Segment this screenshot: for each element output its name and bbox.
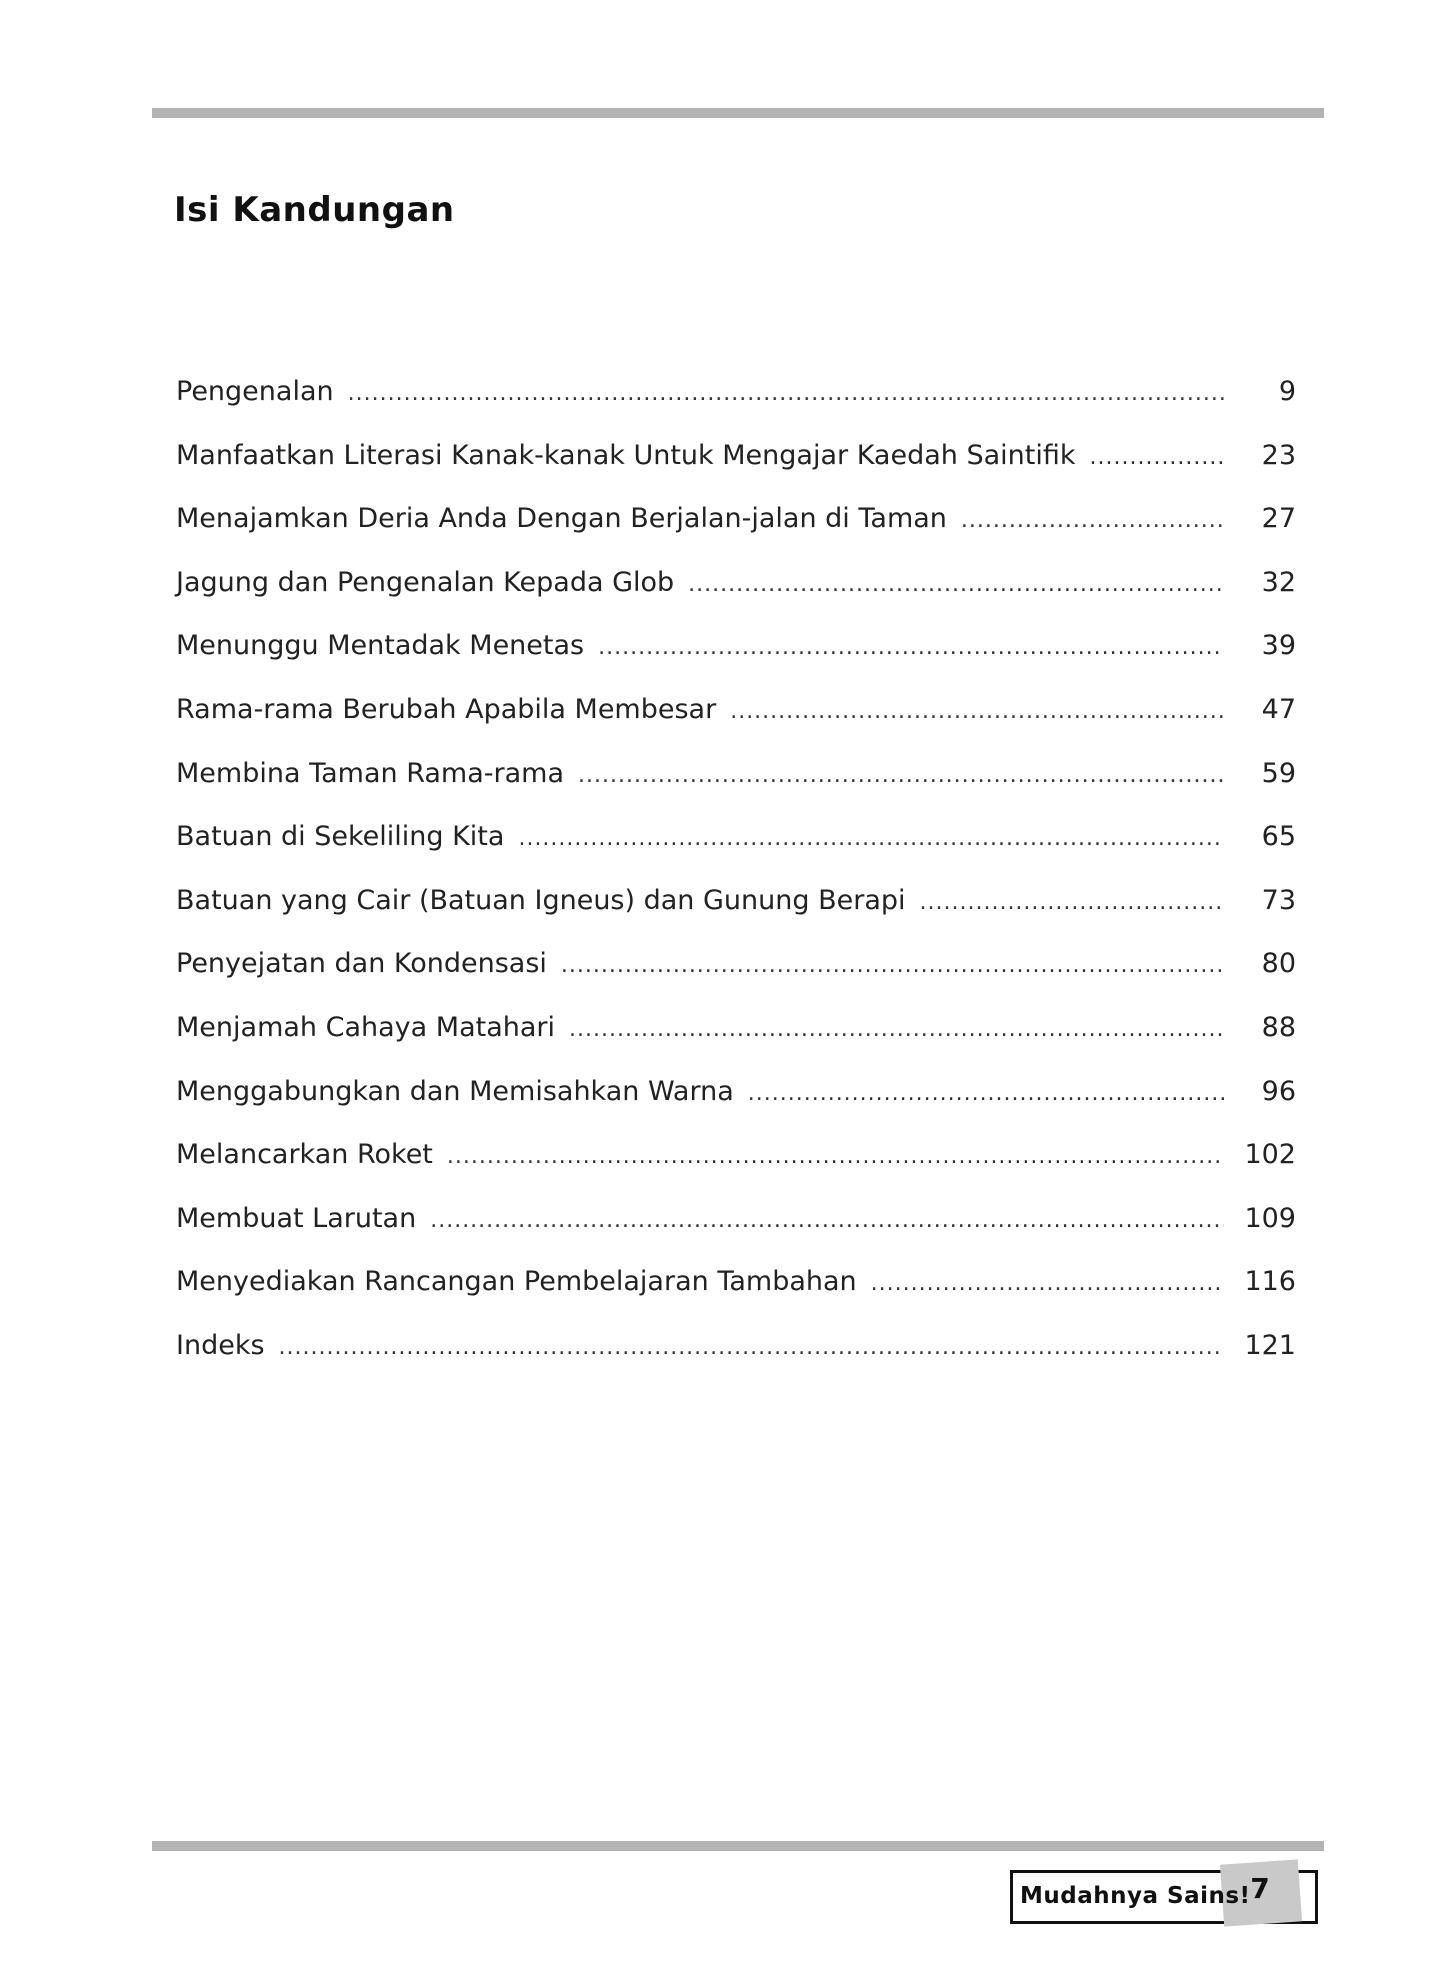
toc-entry[interactable] [176, 440, 1296, 504]
table-of-contents [176, 376, 1296, 1394]
footer-book-title: Mudahnya Sains! [1020, 1883, 1251, 1909]
toc-entry[interactable] [176, 694, 1296, 758]
toc-entry-title: Jagung dan Pengenalan Kepada Glob [176, 566, 675, 598]
toc-dot-leader [688, 572, 1224, 597]
toc-dot-leader [920, 890, 1224, 915]
toc-entry-title: Pengenalan [176, 376, 334, 407]
toc-entry-title: Membuat Larutan [176, 1202, 417, 1234]
toc-dot-leader [1090, 445, 1225, 470]
toc-dot-leader [578, 763, 1224, 788]
toc-entry[interactable] [176, 1266, 1296, 1330]
toc-entry[interactable] [176, 503, 1296, 567]
toc-entry[interactable] [176, 630, 1296, 694]
toc-entry[interactable] [176, 1139, 1296, 1203]
toc-entry-title: Batuan yang Cair (Batuan Igneus) dan Gunung Berapi [176, 884, 906, 916]
toc-entry-page: 116 [1244, 1266, 1296, 1298]
toc-dot-leader [430, 1208, 1224, 1233]
toc-dot-leader [871, 1271, 1224, 1296]
toc-dot-leader [447, 1144, 1224, 1169]
toc-entry-page: 27 [1261, 503, 1296, 535]
toc-entry-title: Menyediakan Rancangan Pembelajaran Tambahan [176, 1266, 857, 1298]
toc-entry[interactable] [176, 567, 1296, 631]
toc-entry-page: 9 [1278, 376, 1296, 407]
toc-entry-title: Indeks [176, 1329, 265, 1361]
toc-dot-leader [279, 1335, 1224, 1360]
toc-entry-title: Penyejatan dan Kondensasi [176, 948, 547, 980]
toc-dot-leader [348, 381, 1224, 406]
toc-entry[interactable] [176, 1076, 1296, 1140]
toc-entry-page: 23 [1261, 439, 1296, 471]
page-title: Isi Kandungan [174, 190, 455, 230]
bottom-rule [152, 1841, 1324, 1851]
toc-entry-title: Melancarkan Roket [176, 1139, 433, 1171]
toc-entry-title: Menajamkan Deria Anda Dengan Berjalan-jalan di Taman [176, 503, 947, 535]
toc-entry[interactable] [176, 821, 1296, 885]
toc-dot-leader [598, 635, 1224, 660]
toc-dot-leader [730, 699, 1224, 724]
toc-entry-title: Membina Taman Rama-rama [176, 757, 564, 789]
toc-entry[interactable] [176, 758, 1296, 822]
toc-entry[interactable] [176, 885, 1296, 949]
toc-dot-leader [518, 826, 1224, 851]
toc-dot-leader [748, 1081, 1224, 1106]
toc-entry[interactable] [176, 1330, 1296, 1394]
toc-entry-title: Menunggu Mentadak Menetas [176, 630, 585, 662]
toc-entry-page: 109 [1244, 1202, 1296, 1234]
toc-entry-title: Batuan di Sekeliling Kita [176, 821, 505, 853]
toc-dot-leader [569, 1017, 1224, 1042]
toc-entry-page: 102 [1244, 1139, 1296, 1171]
toc-entry-page: 59 [1261, 757, 1296, 789]
toc-entry-page: 39 [1261, 630, 1296, 662]
toc-entry[interactable] [176, 948, 1296, 1012]
toc-entry-title: Menggabungkan dan Memisahkan Warna [176, 1075, 734, 1107]
toc-entry-page: 88 [1261, 1011, 1296, 1043]
toc-entry-page: 121 [1244, 1329, 1296, 1361]
toc-entry[interactable] [176, 376, 1296, 440]
toc-entry-page: 47 [1261, 693, 1296, 725]
toc-dot-leader [561, 953, 1224, 978]
toc-entry-title: Manfaatkan Literasi Kanak-kanak Untuk Mengajar Kaedah Saintifik [176, 439, 1076, 471]
toc-dot-leader [961, 508, 1224, 533]
top-rule [152, 108, 1324, 118]
toc-entry[interactable] [176, 1012, 1296, 1076]
toc-entry-title: Rama-rama Berubah Apabila Membesar [176, 693, 717, 725]
toc-entry[interactable] [176, 1203, 1296, 1267]
footer-page-number: 7 [1250, 1872, 1270, 1905]
toc-entry-page: 73 [1261, 884, 1296, 916]
toc-entry-page: 65 [1261, 821, 1296, 853]
toc-entry-page: 80 [1261, 948, 1296, 980]
toc-entry-page: 96 [1261, 1075, 1296, 1107]
toc-entry-page: 32 [1261, 566, 1296, 598]
toc-entry-title: Menjamah Cahaya Matahari [176, 1011, 556, 1043]
